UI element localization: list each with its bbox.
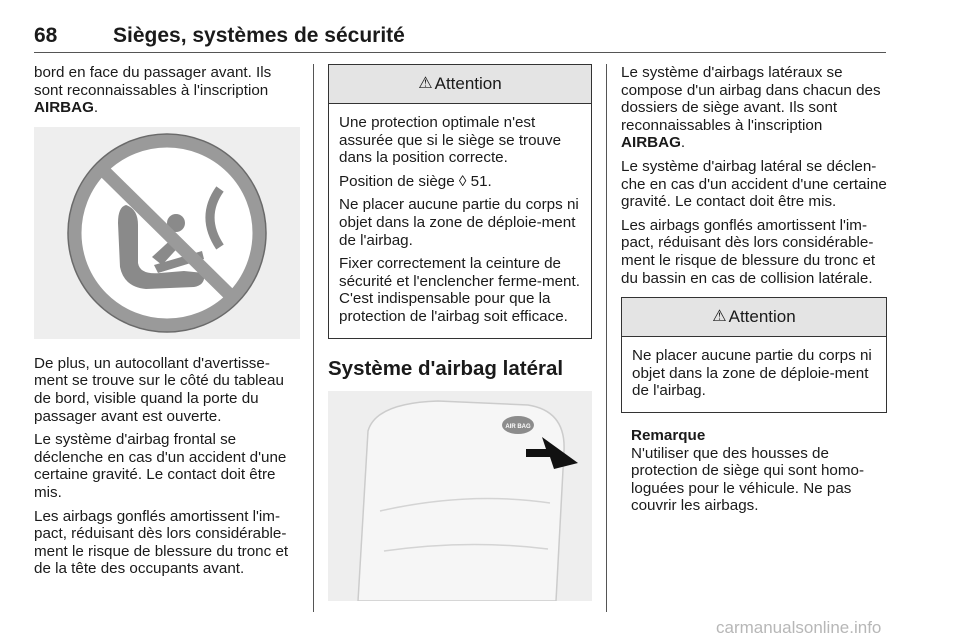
paragraph: Une protection optimale n'est assurée que si le siège se trouve dans la position correcte.	[339, 114, 562, 167]
paragraph: Le système d'airbag latéral se déclen-che en cas d'un accident d'une certaine gravité. Le contact doit être mis.	[621, 157, 887, 211]
paragraph: bord en face du passager avant. Ils sont reconnaissables à l'inscription AIRBAG.	[34, 64, 272, 117]
page-number: 68	[34, 24, 58, 47]
no-rear-facing-child-seat-illustration	[34, 127, 300, 339]
warning-box	[328, 64, 592, 339]
note-title: Remarque	[631, 426, 706, 444]
paragraph: De plus, un autocollant d'avertisse-ment se trouve sur le côté du tableau de bord, visible quand la porte du passager avant est ouverte.	[34, 354, 284, 425]
no-rear-facing-child-seat-icon	[34, 127, 300, 339]
page-header	[34, 14, 886, 53]
paragraph: Fixer correctement la ceinture de sécurité et l'enclencher ferme-ment. C'est indispensable pour que la protection de l'airbag soit efficace.	[339, 255, 580, 325]
paragraph: Le système d'airbags latéraux se compose d'un airbag dans chacun des dossiers de siège avant. Ils sont reconnaissables à l'inscription AIRBAG.	[621, 64, 881, 152]
page-reference-icon: ◊	[458, 172, 467, 190]
paragraph: Les airbags gonflés amortissent l'im-pact, réduisant dès lors considérable-ment le risque de blessure du tronc et du bassin en cas de collision latérale.	[621, 216, 876, 287]
watermark: carmanualsonline.info	[716, 618, 882, 637]
side-airbag-seat-illustration	[328, 391, 592, 601]
warning-title: Attention	[728, 307, 796, 327]
paragraph: Le système d'airbag frontal se déclenche en cas d'un accident d'une certaine gravité. Le contact doit être mis.	[34, 431, 287, 501]
warning-box	[621, 297, 887, 413]
column-left	[34, 64, 300, 584]
airbag-tag-label: AIR BAG	[505, 423, 531, 430]
warning-header	[622, 298, 886, 337]
paragraph: Ne placer aucune partie du corps ni objet dans la zone de déploie-ment de l'airbag.	[339, 196, 579, 249]
column-divider	[313, 64, 314, 612]
warning-header	[329, 65, 591, 104]
paragraph: Position de siège ◊ 51.	[339, 172, 492, 190]
warning-triangle-icon: ⚠	[418, 75, 433, 93]
warning-title: Attention	[434, 74, 502, 94]
warning-body	[329, 104, 591, 338]
page-title: Sièges, systèmes de sécurité	[113, 24, 405, 47]
column-right	[621, 64, 887, 515]
warning-triangle-icon: ⚠	[712, 308, 727, 326]
note-text: N'utiliser que des housses de protection de siège qui sont homo-loguées pour le véhicule. Ne pas couvrir les airbags.	[631, 444, 865, 515]
paragraph: Ne placer aucune partie du corps ni objet dans la zone de déploie-ment de l'airbag.	[632, 347, 872, 400]
column-middle	[328, 64, 592, 601]
paragraph: Les airbags gonflés amortissent l'im-pact, réduisant dès lors considérable-ment le risque de blessure du tronc et de la tête des occupants avant.	[34, 507, 289, 578]
section-title: Système d'airbag latéral	[328, 356, 564, 380]
side-airbag-seat-icon	[328, 391, 592, 601]
note-block	[621, 427, 887, 515]
column-divider	[606, 64, 607, 612]
warning-body	[622, 337, 886, 412]
